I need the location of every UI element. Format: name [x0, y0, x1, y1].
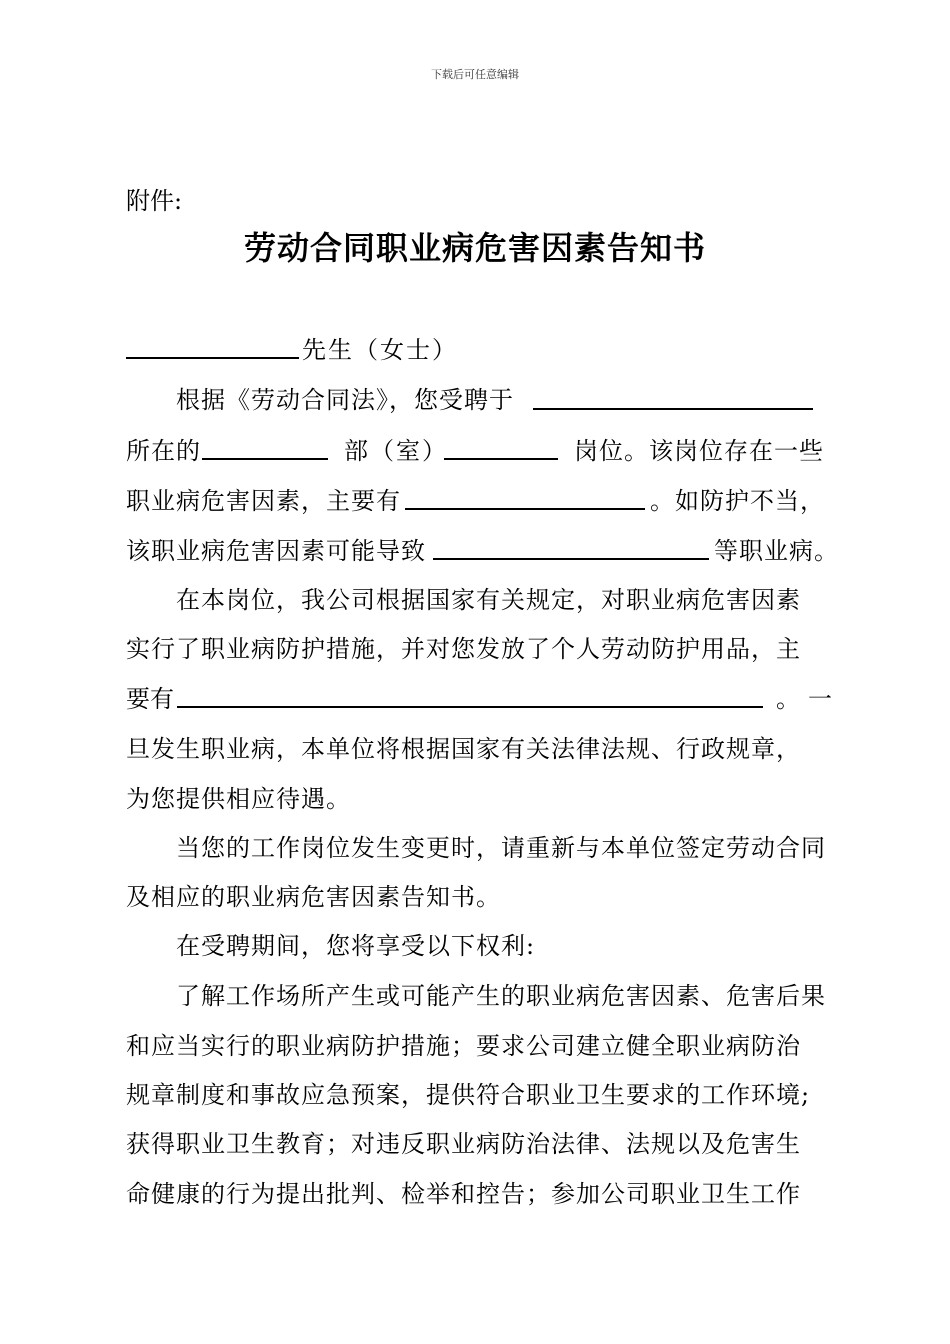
p2-line2: 实行了职业病防护措施，并对您发放了个人劳动防护用品，主 — [126, 635, 801, 663]
p5-line3: 规章制度和事故应急预案，提供符合职业卫生要求的工作环境; — [126, 1081, 811, 1109]
department-blank — [202, 458, 328, 460]
p1-line2-a: 所在的 — [126, 437, 201, 465]
protective-equipment-blank — [177, 706, 763, 708]
p2-line5: 为您提供相应待遇。 — [126, 785, 351, 813]
p2-line4: 旦发生职业病，本单位将根据国家有关法律法规、行政规章， — [126, 735, 801, 763]
document-title: 劳动合同职业病危害因素告知书 — [243, 229, 706, 267]
p5-line5: 命健康的行为提出批判、检举和控告；参加公司职业卫生工作 — [126, 1180, 801, 1208]
p1-line2-b: 部（室） — [344, 437, 448, 465]
position-blank — [444, 458, 558, 460]
p4-line1: 在受聘期间，您将享受以下权利: — [176, 932, 536, 960]
addressee-suffix: 先生（女士） — [302, 336, 458, 364]
p2-line3-a: 要有 — [126, 685, 174, 713]
p1-line4-a: 该职业病危害因素可能导致 — [126, 537, 426, 565]
p1-line3-b: 。如防护不当， — [650, 487, 825, 515]
p2-line1: 在本岗位，我公司根据国家有关规定，对职业病危害因素 — [176, 586, 801, 614]
employer-blank — [533, 408, 813, 410]
attachment-label: 附件: — [126, 187, 183, 215]
p2-line3-b: 。一 — [776, 685, 840, 713]
p5-line1: 了解工作场所产生或可能产生的职业病危害因素、危害后果 — [176, 982, 826, 1010]
p5-line4: 获得职业卫生教育；对违反职业病防治法律、法规以及危害生 — [126, 1130, 801, 1158]
p1-line4-b: 等职业病。 — [714, 537, 839, 565]
hazard-factors-blank — [405, 508, 645, 510]
p1-line1: 根据《劳动合同法》，您受聘于 — [176, 386, 514, 414]
page-header: 下载后可任意编辑 — [431, 68, 519, 81]
name-blank — [126, 357, 299, 359]
p1-line2-c: 岗位。该岗位存在一些 — [574, 437, 824, 465]
disease-blank — [433, 558, 709, 560]
p3-line2: 及相应的职业病危害因素告知书。 — [126, 883, 501, 911]
p1-line3-a: 职业病危害因素，主要有 — [126, 487, 401, 515]
p3-line1: 当您的工作岗位发生变更时，请重新与本单位签定劳动合同 — [176, 834, 826, 862]
p5-line2: 和应当实行的职业病防护措施；要求公司建立健全职业病防治 — [126, 1032, 801, 1060]
